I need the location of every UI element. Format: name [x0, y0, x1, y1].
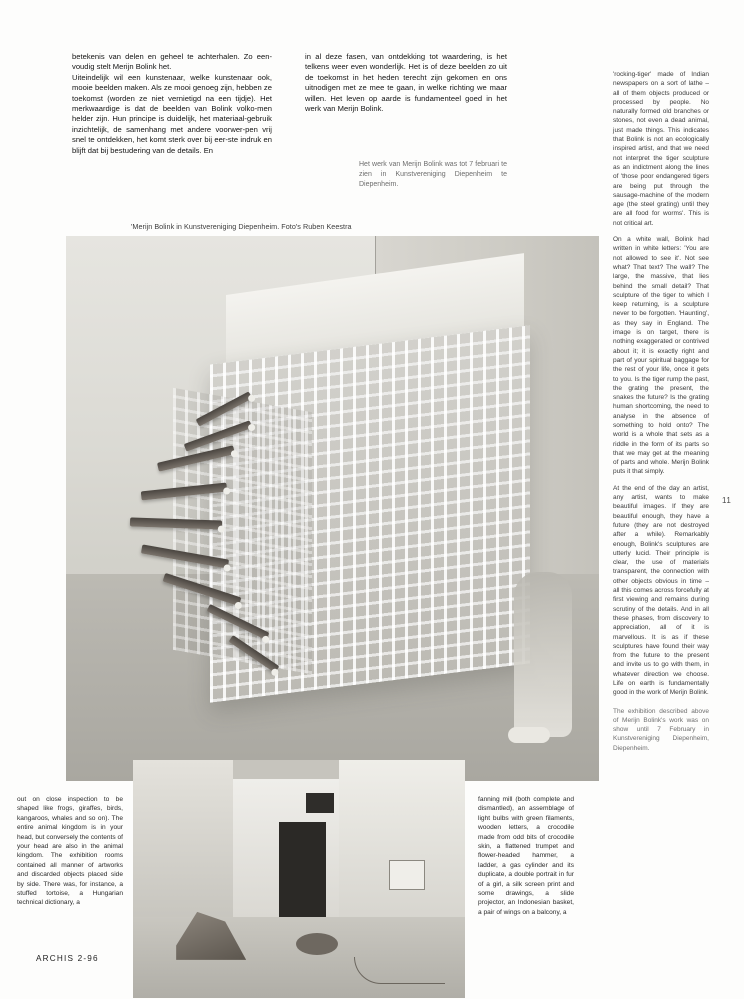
paragraph: At the end of the day an artist, any artist, wants to make beautiful images. If they are beautiful enough, they have a future (they are not destroyed after a while). Remarkably enough, Bolink's sculptures are utterly lucid. Their principle is clear, the use of materials transparent, the connection with other objects obvious in time – all this comes across forcefully at first viewing and remains during scrutiny of the details. And in all these phases, from discovery to appreciation, all of it is marvellous. It is as if these sculptures have found their way from the future to the present and invite us to go with them, in whatever direction we choose. Life on earth is fundamentally good in the work of Merijn Bolink. [613, 484, 709, 697]
paragraph: betekenis van delen en geheel te achterhalen. Zo een-voudig stelt Merijn Bolink het. [72, 52, 272, 72]
visitor-figure [514, 572, 572, 737]
wall-artwork-small [306, 793, 334, 813]
paragraph: 'rocking-tiger' made of Indian newspapers on a sort of lathe – all of them objects produced or processed by people. No naturally formed old branches or stones, not even a dead animal, just made things. This indicates that Bolink is not an ecologically inspired artist, and that we need not interpret the tiger sculpture as an indictment along the lines of 'those poor endangered tigers are being put through the sausage-machine of the modern age (the steel grating) until they are all food for worms'. This is not critical art. [613, 71, 709, 227]
exhibition-note-english: The exhibition described above of Merijn Bolink's work was on show until 7 February in Kunstvereniging Diepenheim, Diepenheim. [613, 707, 709, 752]
framed-artwork [389, 860, 425, 890]
bottom-text-middle: fanning mill (both complete and dismantled), an assemblage of light bulbs with green filaments, wooden letters, a crocodile made from odd bits of crocodile skin, a flattened trumpet and flower-headed hammer, a ladder, a gas cylinder and its duplicate, a double portrait in fur of a girl, a silk screen print and some drawings, a slide projector, an Indonesian basket, a pair of wings on a balcony, a [478, 796, 574, 916]
photo-caption: 'Merijn Bolink in Kunstvereniging Diepenheim. Foto's Ruben Keestra [131, 222, 352, 231]
corridor-photograph [133, 760, 465, 998]
bottom-text-left: out on close inspection to be shaped like frogs, giraffes, birds, kangaroos, whales and so on). The entire animal kingdom is in your head, but conversely the contents of your head are also in the animal kingdom. The exhibition rooms contained all manner of artworks and discarded objects placed side by side. There was, for instance, a stuffed tortoise, a Hungarian technical dictionary, a [17, 796, 123, 907]
paragraph: On a white wall, Bolink had written in white letters: 'You are not allowed to see it'. Not see what? That text? The wall? The large, the massive, that lies behind the small detail? That sculpture of the tiger to which I keep returning, is a sculpture never to be forgotten. 'Haunting', as they say in England. The image is on target, there is nothing exaggerated or contrived about it; it is exactly right and part of your spiritual baggage for the rest of your life, once it gets to you. Is the tiger rump the past, the grating the present, the snakes the future? Is the grating human shortcoming, the need to analyse in the absence of something to hold onto? The world is a whole that sets as a riddle in the form of its parts so that we may get at the meaning of parts and whole. Merijn Bolink puts it that simply. [613, 236, 709, 476]
text-column-right [613, 70, 709, 753]
exhibition-note-dutch: Het werk van Merijn Bolink was tot 7 februari te zien in Kunstvereniging Diepenheim te Diepenheim. [359, 161, 507, 189]
text-column-middle [305, 52, 507, 114]
corridor-doorway [279, 822, 325, 927]
floor-object [296, 933, 338, 955]
footer-magazine-title: ARCHIS 2-96 [36, 954, 99, 963]
paragraph: Uiteindelijk wil een kunstenaar, welke kunstenaar ook, mooie beelden maken. Als ze mooi genoeg zijn, hebben ze toekomst (worden ze niet vernietigd na een tijdje). Het merkwaardige is dat de beelden van Bolink volko-men helder zijn. Hun principe is duidelijk, het materiaal-gebruik inzichtelijk, de samenhang met andere voorwer-pen vrij snel te ontdekken, het komt sterk over bij eer-ste indruk en blijft dat bij bestudering van de details. En [72, 72, 272, 155]
text-column-left [72, 52, 272, 156]
paragraph: in al deze fasen, van ontdekking tot waardering, is het telkens weer even wonderlijk. Het is of deze beelden zo uit de toekomst in het heden terecht zijn gekomen en ons uitnodigen met ze mee te gaan, in welke richting we maar willen. Het leven op aarde is fundamenteel goed in het werk van Merijn Bolink. [305, 52, 507, 114]
main-photograph [66, 236, 599, 781]
cable-on-floor [354, 957, 445, 984]
page-number: 11 [722, 496, 732, 505]
